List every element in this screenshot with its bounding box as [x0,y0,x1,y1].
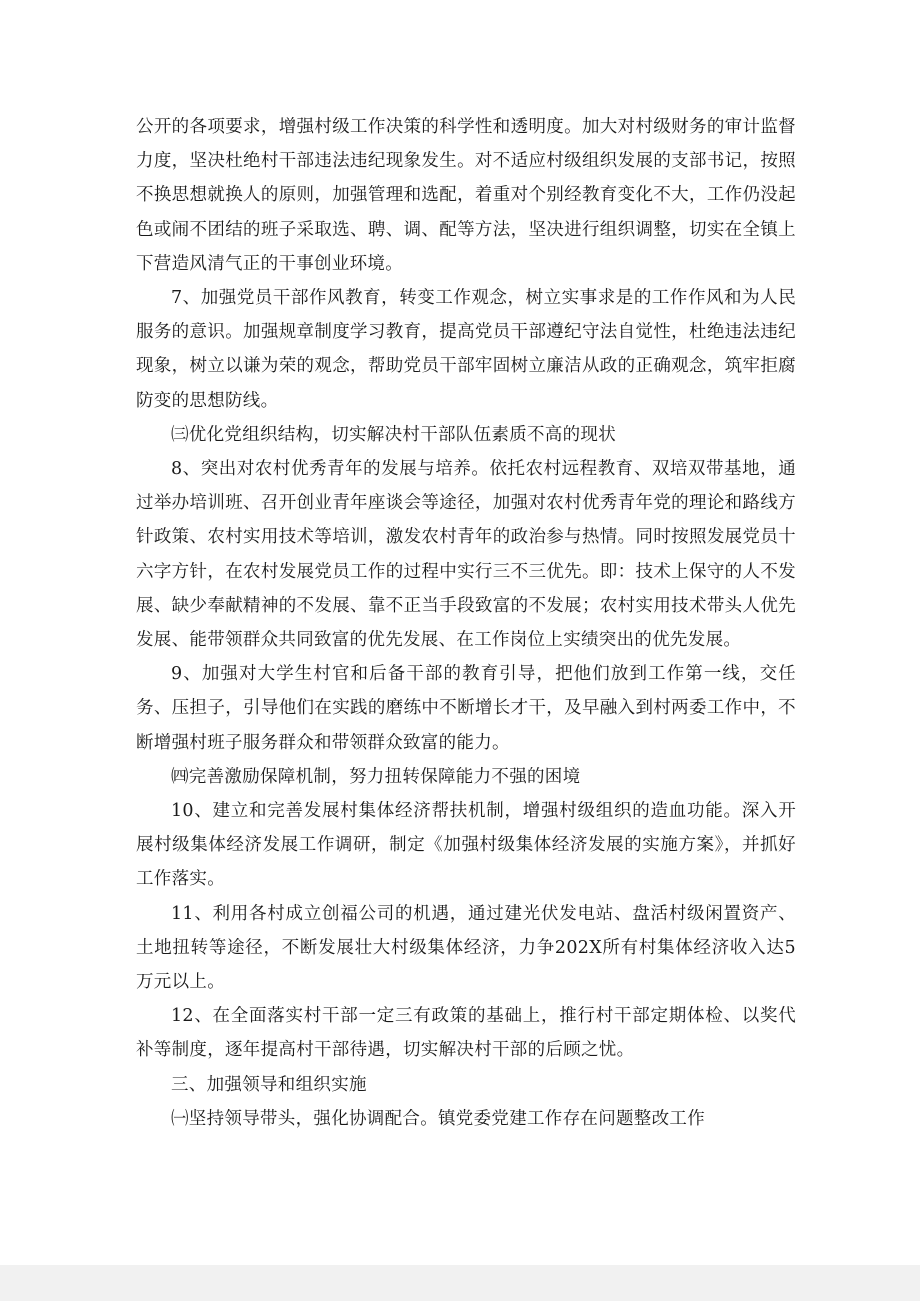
paragraph-item-12: 12、在全面落实村干部一定三有政策的基础上，推行村干部定期体检、以奖代补等制度，逐年提高村干部待遇，切实解决村干部的后顾之忧。 [136,1006,796,1061]
paragraph-item-11: 11、利用各村成立创福公司的机遇，通过建光伏发电站、盘活村级闲置资产、土地扭转等途径，不断发展壮大村级集体经济，力争202X所有村集体经济收入达5万元以上。 [136,903,796,993]
paragraph-item-9: 9、加强对大学生村官和后备干部的教育引导，把他们放到工作第一线，交任务、压担子，引导他们在实践的磨练中不断增长才干，及早融入到村两委工作中，不断增强村班子服务群众和带领群众致富的能力。 [136,664,796,753]
section-heading-4: ㈣完善激励保障机制，努力扭转保障能力不强的困境 [171,766,581,787]
section-heading-3: ㈢优化党组织结构，切实解决村干部队伍素质不高的现状 [171,424,616,445]
paragraph-item-7: 7、加强党员干部作风教育，转变工作观念，树立实事求是的工作作风和为人民服务的意识。加强规章制度学习教育，提高党员干部遵纪守法自觉性，杜绝违法违纪现象，树立以谦为荣的观念，帮助党员干部牢固树立廉洁从政的正确观念，筑牢拒腐防变的思想防线。 [136,288,796,411]
page-bottom-band [0,1265,920,1301]
paragraph-subsection-1: ㈠坚持领导带头，强化协调配合。镇党委党建工作存在问题整改工作 [171,1108,705,1129]
paragraph-item-8: 8、突出对农村优秀青年的发展与培养。依托农村远程教育、双培双带基地，通过举办培训班、召开创业青年座谈会等途径，加强对农村优秀青年党的理论和路线方针政策、农村实用技术等培训，激发农村青年的政治参与热情。同时按照发展党员十六字方针，在农村发展党员工作的过程中实行三不三优先。即：技术上保守的人不发展、缺少奉献精神的不发展、靠不正当手段致富的不发展；农村实用技术带头人优先发展、能带领群众共同致富的优先发展、在工作岗位上实绩突出的优先发展。 [136,459,796,651]
document-body [136,110,796,1136]
chapter-heading-3: 三、加强领导和组织实施 [171,1074,367,1095]
paragraph-continuation: 公开的各项要求，增强村级工作决策的科学性和透明度。加大对村级财务的审计监督力度，坚决杜绝村干部违法违纪现象发生。对不适应村级组织发展的支部书记，按照不换思想就换人的原则，加强管理和选配，着重对个别经教育变化不大，工作仍没起色或闹不团结的班子采取选、聘、调、配等方法，坚决进行组织调整，切实在全镇上下营造风清气正的干事创业环境。 [136,117,796,274]
paragraph-item-10: 10、建立和完善发展村集体经济帮扶机制，增强村级组织的造血功能。深入开展村级集体经济发展工作调研，制定《加强村级集体经济发展的实施方案》，并抓好工作落实。 [136,801,796,890]
